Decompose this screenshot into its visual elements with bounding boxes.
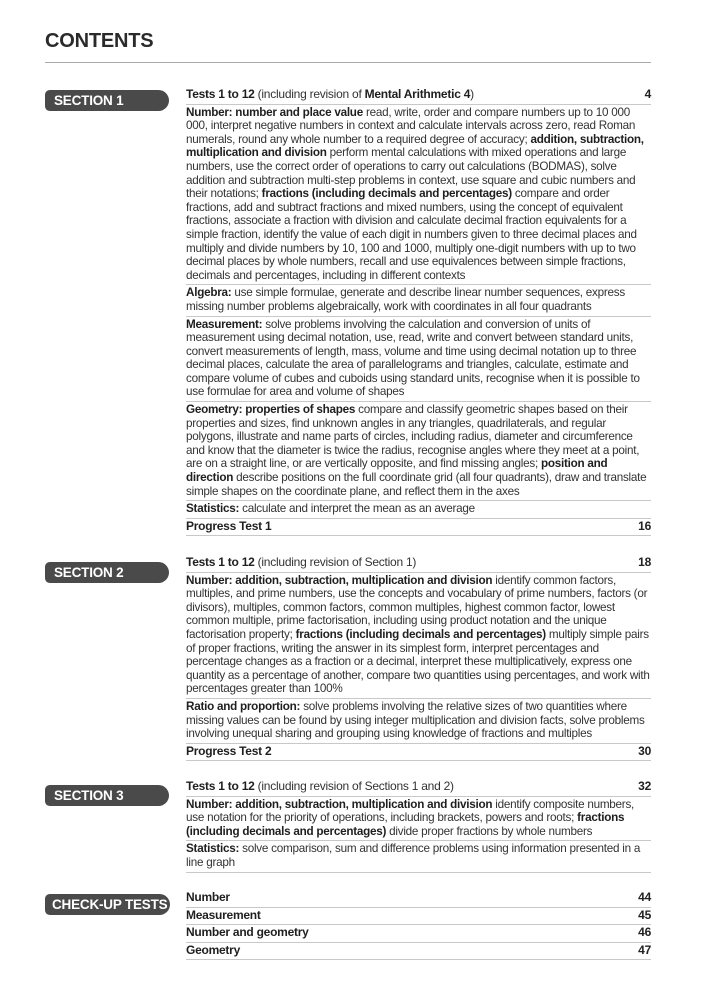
topic-statistics: Statistics: calculate and interpret the mean as an average [186,501,651,519]
page-number: 47 [638,942,651,957]
page-title: CONTENTS [45,30,154,52]
checkup-item-number-and-geometry[interactable]: Number and geometry 46 [186,925,651,943]
topic-measurement: Measurement: solve problems involving the calculation and conversion of units of measurement using decimal notation, use, read, write and convert between standard units, convert measurements of length, mass, volume and time using decimal notation up to three decimal places, calculate the area of parallelograms and triangles, calculate, estimate and compare volume of cubes and cuboids using standard units, recognise when it is possible to use formulae for area and volume of shapes [186,317,651,403]
page-number: 45 [638,907,651,922]
checkup-item-measurement[interactable]: Measurement 45 [186,908,651,926]
checkup-item-number[interactable]: Number 44 [186,890,651,908]
page-number: 16 [638,518,651,533]
section-1-tests-row[interactable] [186,87,651,105]
progress-test-label: Progress Test 2 [186,743,272,758]
progress-test-label: Progress Test 1 [186,518,272,533]
section-3-badge: SECTION 3 [45,785,169,806]
checkup-item-geometry[interactable]: Geometry 47 [186,943,651,961]
section-2-badge: SECTION 2 [45,562,169,583]
page-number: 32 [638,779,651,793]
progress-test-2-row[interactable] [186,744,651,762]
page-number: 4 [644,87,651,101]
topic-ratio: Ratio and proportion: solve problems involving the relative sizes of two quantities where missing values can be found by using integer multiplication and division facts, solve problems involving unequal sharing and grouping using knowledge of fractions and multiples [186,699,651,744]
topic-algebra: Algebra: use simple formulae, generate and describe linear number sequences, express missing number problems algebraically, work with coordinates in all four quadrants [186,285,651,316]
progress-test-1-row[interactable] [186,519,651,537]
page-number: 18 [638,555,651,569]
tests-label: Tests 1 to 12 (including revision of Section 1) [186,555,417,569]
tests-label: Tests 1 to 12 (including revision of Sections 1 and 2) [186,779,454,793]
topic-number: Number: addition, subtraction, multiplication and division identify common factors, multiples, and prime numbers, use the concepts and vocabulary of prime numbers, factors (or divisors), multiples, common factors, common multiples, highest common factor, lowest common multiple, prime factorisation, including using product notation and the unique factorisation property; fractions (including decimals and percentages) multiply simple pairs of proper fractions, writing the answer in its simplest form, interpret percentages and percentage changes as a fraction or a decimal, interpret these multiplicatively, express one quantity as a percentage of another, compare two quantities using percentages, and work with percentages greater than 100% [186,573,651,699]
section-2-content [186,555,651,761]
page-number: 44 [638,890,651,904]
topic-geometry: Geometry: properties of shapes compare and classify geometric shapes based on their properties and sizes, find unknown angles in any triangles, quadrilaterals, and regular polygons, illustrate and name parts of circles, including radius, diameter and circumference and know that the diameter is twice the radius, recognise angles where they meet at a point, are on a straight line, or are vertically opposite, and find missing angles; position and direction describe positions on the full coordinate grid (all four quadrants), draw and translate simple shapes on the coordinate plane, and reflect them in the axes [186,402,651,501]
page-number: 30 [638,743,651,758]
topic-statistics: Statistics: solve comparison, sum and difference problems using information presented in a line graph [186,841,651,872]
section-3-tests-row[interactable] [186,779,651,797]
page-number: 46 [638,925,651,940]
title-divider [45,62,651,63]
section-1-content [186,87,651,536]
checkup-tests-badge: CHECK-UP TESTS [45,894,170,915]
section-1-badge: SECTION 1 [45,90,169,111]
checkup-content [186,890,651,960]
section-3-content [186,779,651,873]
section-2-tests-row[interactable] [186,555,651,573]
topic-number: Number: addition, subtraction, multiplication and division identify composite numbers, use notation for the priority of operations, including brackets, powers and roots; fractions (including decimals and percentages) divide proper fractions by whole numbers [186,797,651,842]
topic-number: Number: number and place value read, write, order and compare numbers up to 10 000 000, interpret negative numbers in context and calculate intervals across zero, read Roman numerals, round any whole number to a required degree of accuracy; addition, subtraction, multiplication and division perform mental calculations with mixed operations and large numbers, use the correct order of operations to carry out calculations (BODMAS), solve addition and subtraction multi-step problems in context, use square and cubic numbers and their notations; fractions (including decimals and percentages) compare and order fractions, add and subtract fractions and mixed numbers, using the concept of equivalent fractions, associate a fraction with division and calculate decimal fraction equivalents for a simple fraction, identify the value of each digit in numbers given to three decimal places and multiply and divide numbers by 10, 100 and 1000, multiply one-digit numbers with up to two decimal places by whole numbers, recall and use equivalences between simple fractions, decimals and percentages, including in different contexts [186,105,651,286]
tests-label: Tests 1 to 12 (including revision of Mental Arithmetic 4) [186,87,474,101]
